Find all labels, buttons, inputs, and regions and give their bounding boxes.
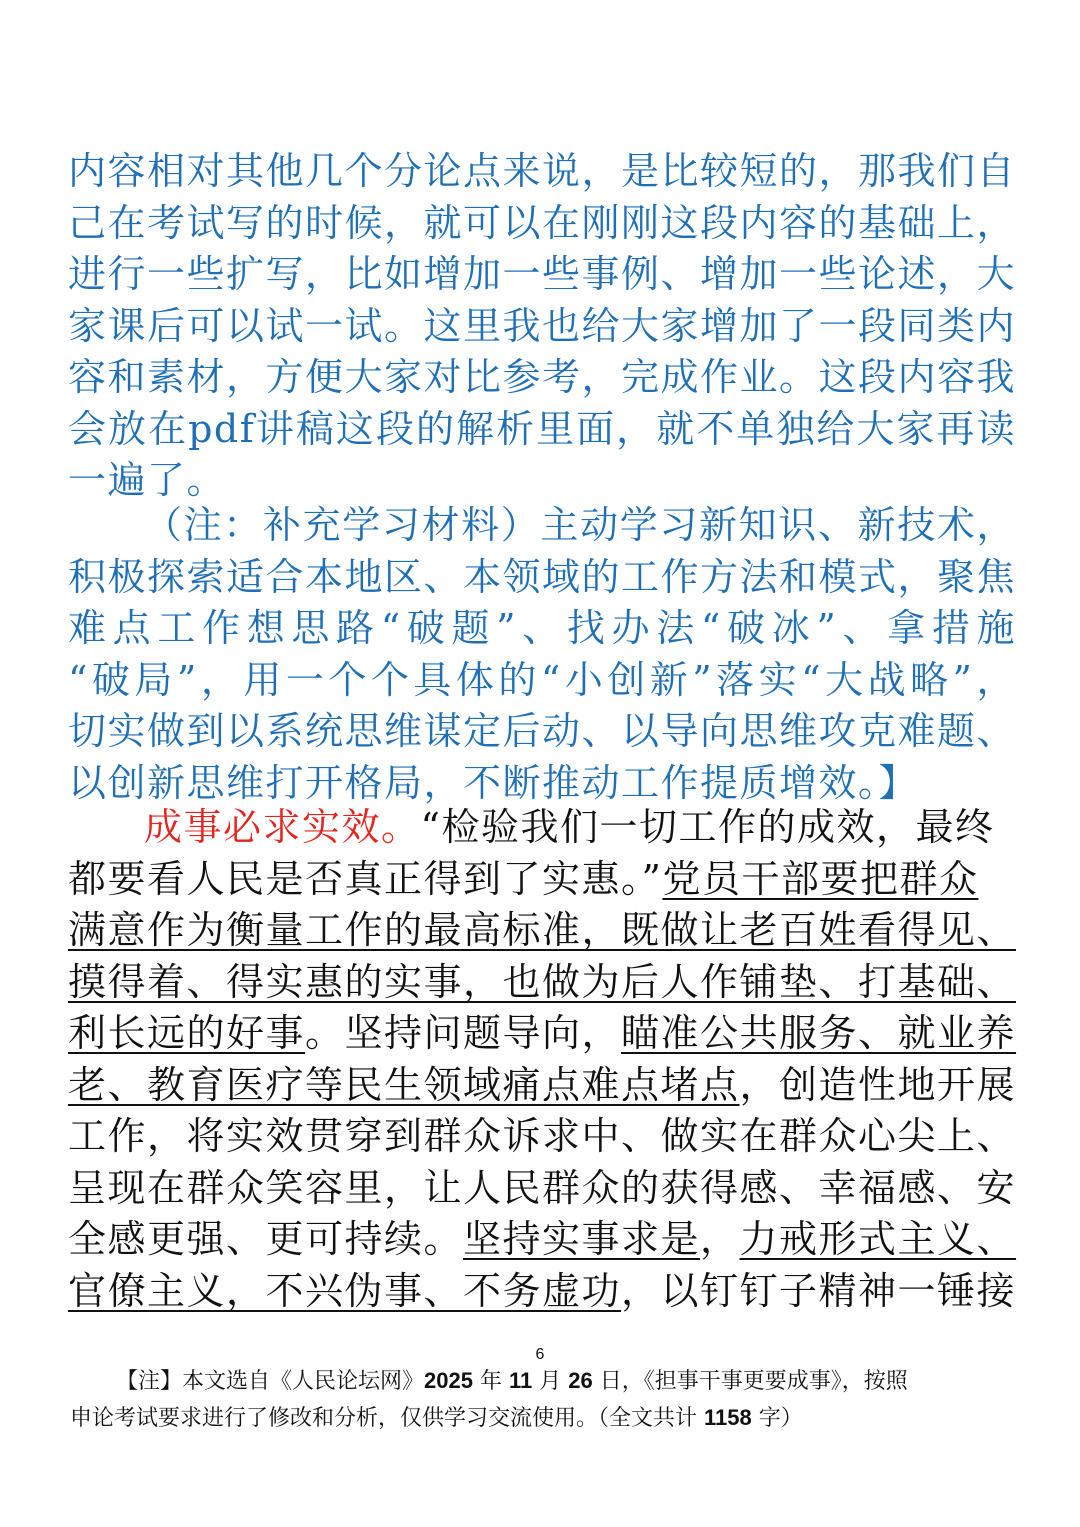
text-line: 切实做到以系统思维谋定后动、以导向思维攻克难题、 [68, 709, 1017, 753]
text-line: 呈现在群众笑容里，让人民群众的获得感、幸福感、安 [68, 1165, 1017, 1210]
underlined-text: 利长远的好事 [68, 1011, 306, 1055]
underlined-text: 坚持实事求是 [463, 1217, 701, 1261]
text-line [68, 1060, 1016, 1112]
footnote-line-2 [70, 1400, 1016, 1437]
underlined-text: 官僚主义，不兴伪事、不务虚功 [68, 1268, 622, 1313]
text-line: 积极探索适合本地区、本领域的工作方法和模式，聚焦 [68, 554, 1017, 599]
footnote-text: 年 [472, 1369, 509, 1394]
underlined-text: 力戒形式主义、 [739, 1217, 1017, 1261]
underlined-text: 满意作为衡量工作的最高标准，既做让老百姓看得见、 [68, 908, 1017, 952]
footnote-text: 【注】本文选自《人民论坛网》 [116, 1369, 425, 1394]
underlined-text: 党员干部要把群众 [662, 856, 979, 901]
section-heading: 成事必求实效。 [144, 805, 421, 849]
text-line: 一遍了。 [68, 458, 227, 502]
text-line: （注：补充学习材料）主动学习新知识、新技术， [144, 503, 1016, 547]
footnote-text: 申论考试要求进行了修改和分析，仅供学习交流使用。（全文共计 [70, 1406, 704, 1431]
footnote-text: 字） [751, 1406, 803, 1431]
main-paragraph [68, 802, 1016, 1317]
body-text: ，创造性地开展 [739, 1062, 1017, 1107]
text-line: 己在考试写的时候，就可以在刚刚这段内容的基础上， [68, 200, 1017, 245]
underlined-text: 摸得着、得实惠的实事，也做为后人作铺垫、打基础、 [68, 959, 1017, 1004]
text-line [68, 905, 1016, 957]
footnote-month: 11 [508, 1368, 533, 1393]
footnote-text: 日，《担事干事更要成事》，按照 [592, 1369, 908, 1394]
text-line: 工作，将实效贯穿到群众诉求中、做实在群众心尖上、 [68, 1114, 1017, 1158]
blue-annotation-paragraph-1 [68, 146, 1016, 507]
footnote-day: 26 [568, 1368, 593, 1393]
quote-text: 都要看人民是否真正得到了实惠。” [68, 856, 663, 901]
page-number: 6 [535, 1346, 545, 1363]
text-line [68, 957, 1016, 1009]
body-text: 全感更强、更可持续。 [68, 1217, 464, 1261]
text-line: 家课后可以试一试。这里我也给大家增加了一段同类内 [68, 303, 1017, 348]
text-line [68, 1214, 1016, 1266]
text-line [68, 1266, 1016, 1318]
text-line: 容和素材，方便大家对比参考，完成作业。这段内容我 [68, 355, 1017, 399]
text-line [68, 802, 1016, 854]
body-text: ， [700, 1217, 740, 1261]
text-line: 难点工作想思路“破题”、找办法“破冰”、拿措施 [68, 606, 1016, 650]
body-text: 。坚持问题导向， [305, 1011, 622, 1055]
text-line: 进行一些扩写，比如增加一些事例、增加一些论述，大 [68, 252, 1017, 296]
blue-annotation-paragraph-2 [68, 500, 1016, 809]
underlined-text: 瞄准公共服务、就业养 [621, 1011, 1017, 1055]
text-line: “破局”，用一个个具体的“小创新”落实“大战略”， [68, 657, 1016, 702]
text-line [68, 854, 1016, 906]
text-line: 以创新思维打开格局，不断推动工作提质增效。】 [68, 760, 919, 805]
text-line: 会放在pdf讲稿这段的解析里面，就不单独给大家再读 [68, 406, 1016, 451]
footnote-text: 月 [532, 1369, 569, 1394]
footnote [70, 1363, 1016, 1437]
footnote-word-count: 1158 [704, 1405, 752, 1430]
footnote-year: 2025 [424, 1368, 473, 1393]
text-line: 内容相对其他几个分论点来说，是比较短的，那我们自 [68, 149, 1017, 193]
body-text: ，以钉钉子精神一锤接 [621, 1268, 1017, 1313]
quote-text: “检验我们一切工作的成效，最终 [420, 805, 995, 849]
underlined-text: 老、教育医疗等民生领域痛点难点堵点 [68, 1062, 740, 1107]
text-line [68, 1008, 1016, 1060]
